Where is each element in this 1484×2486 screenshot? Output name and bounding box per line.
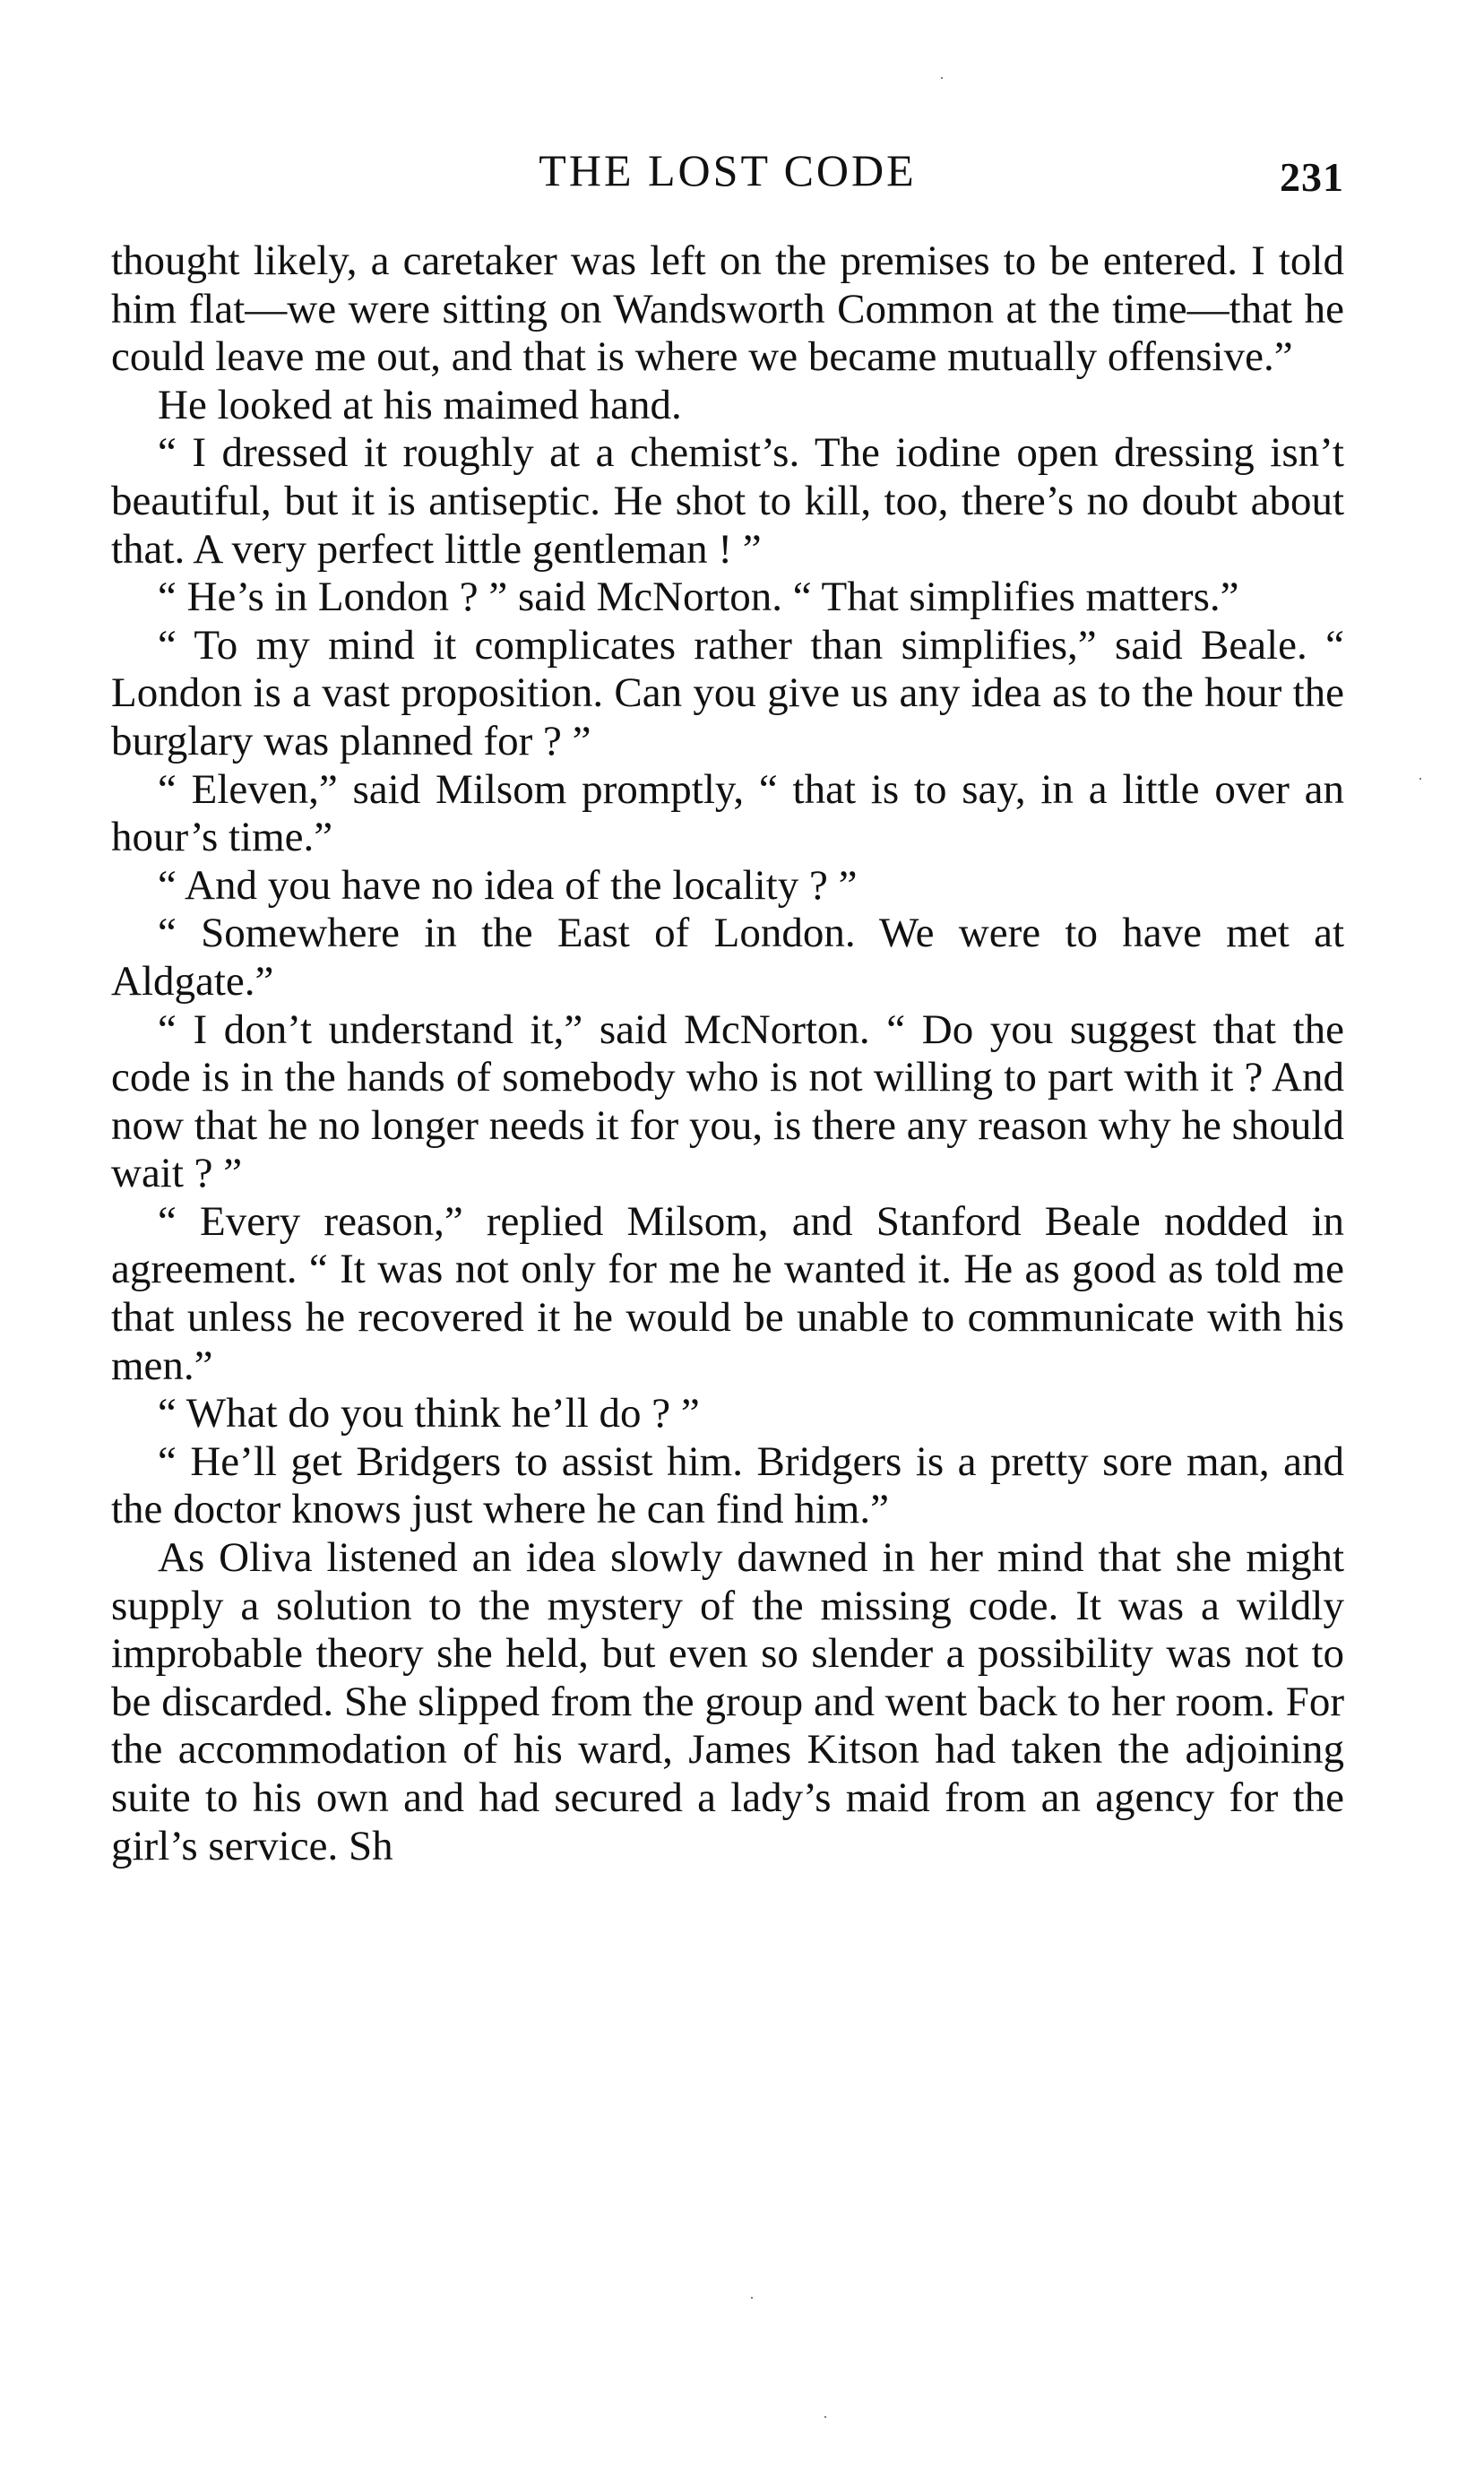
paragraph: thought likely, a caretaker was left on the premises to be entered. I told him flat—we were sitting on Wandsworth Common at the time—that he could leave me out, and that is where we became mutually offensive.” [111, 237, 1344, 381]
scan-speck: · [1418, 770, 1423, 788]
paragraph: “ I dressed it roughly at a chemist’s. The iodine open dressing isn’t beautiful, but it is antiseptic. He shot to kill, too, there’s no doubt about that. A very perfect little gentleman ! ” [111, 429, 1344, 573]
paragraph: “ To my mind it complicates rather than simplifies,” said Beale. “ London is a vast proposition. Can you give us any idea as to the hour the burglary was planned for ? ” [111, 621, 1344, 764]
paragraph: “ What do you think he’ll do ? ” [158, 1390, 700, 1437]
paragraph: As Oliva listened an idea slowly dawned in her mind that she might supply a solution to the mystery of the missing code. It was a wildly improbable theory she held, but even so slender a possibility was not to be discarded. She slipped from the group and went back to her room. For the accommodation of his ward, James Kitson had taken the adjoining suite to his own and had secured a lady’s maid from an agency for the girl’s service. Sh [111, 1534, 1344, 1869]
scan-speck: · [939, 69, 945, 87]
scan-speck: · [823, 2408, 828, 2426]
paragraph: “ He’s in London ? ” said McNorton. “ That simplifies matters.” [158, 574, 1239, 621]
paragraph: “ Eleven,” said Milsom promptly, “ that is to say, in a little over an hour’s time.” [111, 765, 1344, 861]
body-text [111, 237, 1344, 1870]
paragraph: “ He’ll get Bridgers to assist him. Bridgers is a pretty sore man, and the doctor knows just where he can find him.” [111, 1437, 1344, 1533]
paragraph: He looked at his maimed hand. [158, 381, 682, 428]
paragraph: “ Somewhere in the East of London. We were to have met at Aldgate.” [111, 910, 1344, 1005]
scan-speck: · [749, 2289, 755, 2307]
paragraph: “ Every reason,” replied Milsom, and Stanford Beale nodded in agreement. “ It was not only for me he wanted it. He as good as told me that unless he recovered it he would be unable to communicate with his men.” [111, 1197, 1344, 1389]
page-number: 231 [1280, 154, 1344, 200]
running-header [111, 139, 1344, 202]
paragraph: “ And you have no idea of the locality ? ” [158, 861, 858, 909]
paragraph: “ I don’t understand it,” said McNorton. “ Do you suggest that the code is in the hands of somebody who is not willing to part with it ? And now that he no longer needs it for you, is there any reason why he should wait ? ” [111, 1006, 1344, 1197]
page-title: THE LOST CODE [539, 145, 917, 195]
